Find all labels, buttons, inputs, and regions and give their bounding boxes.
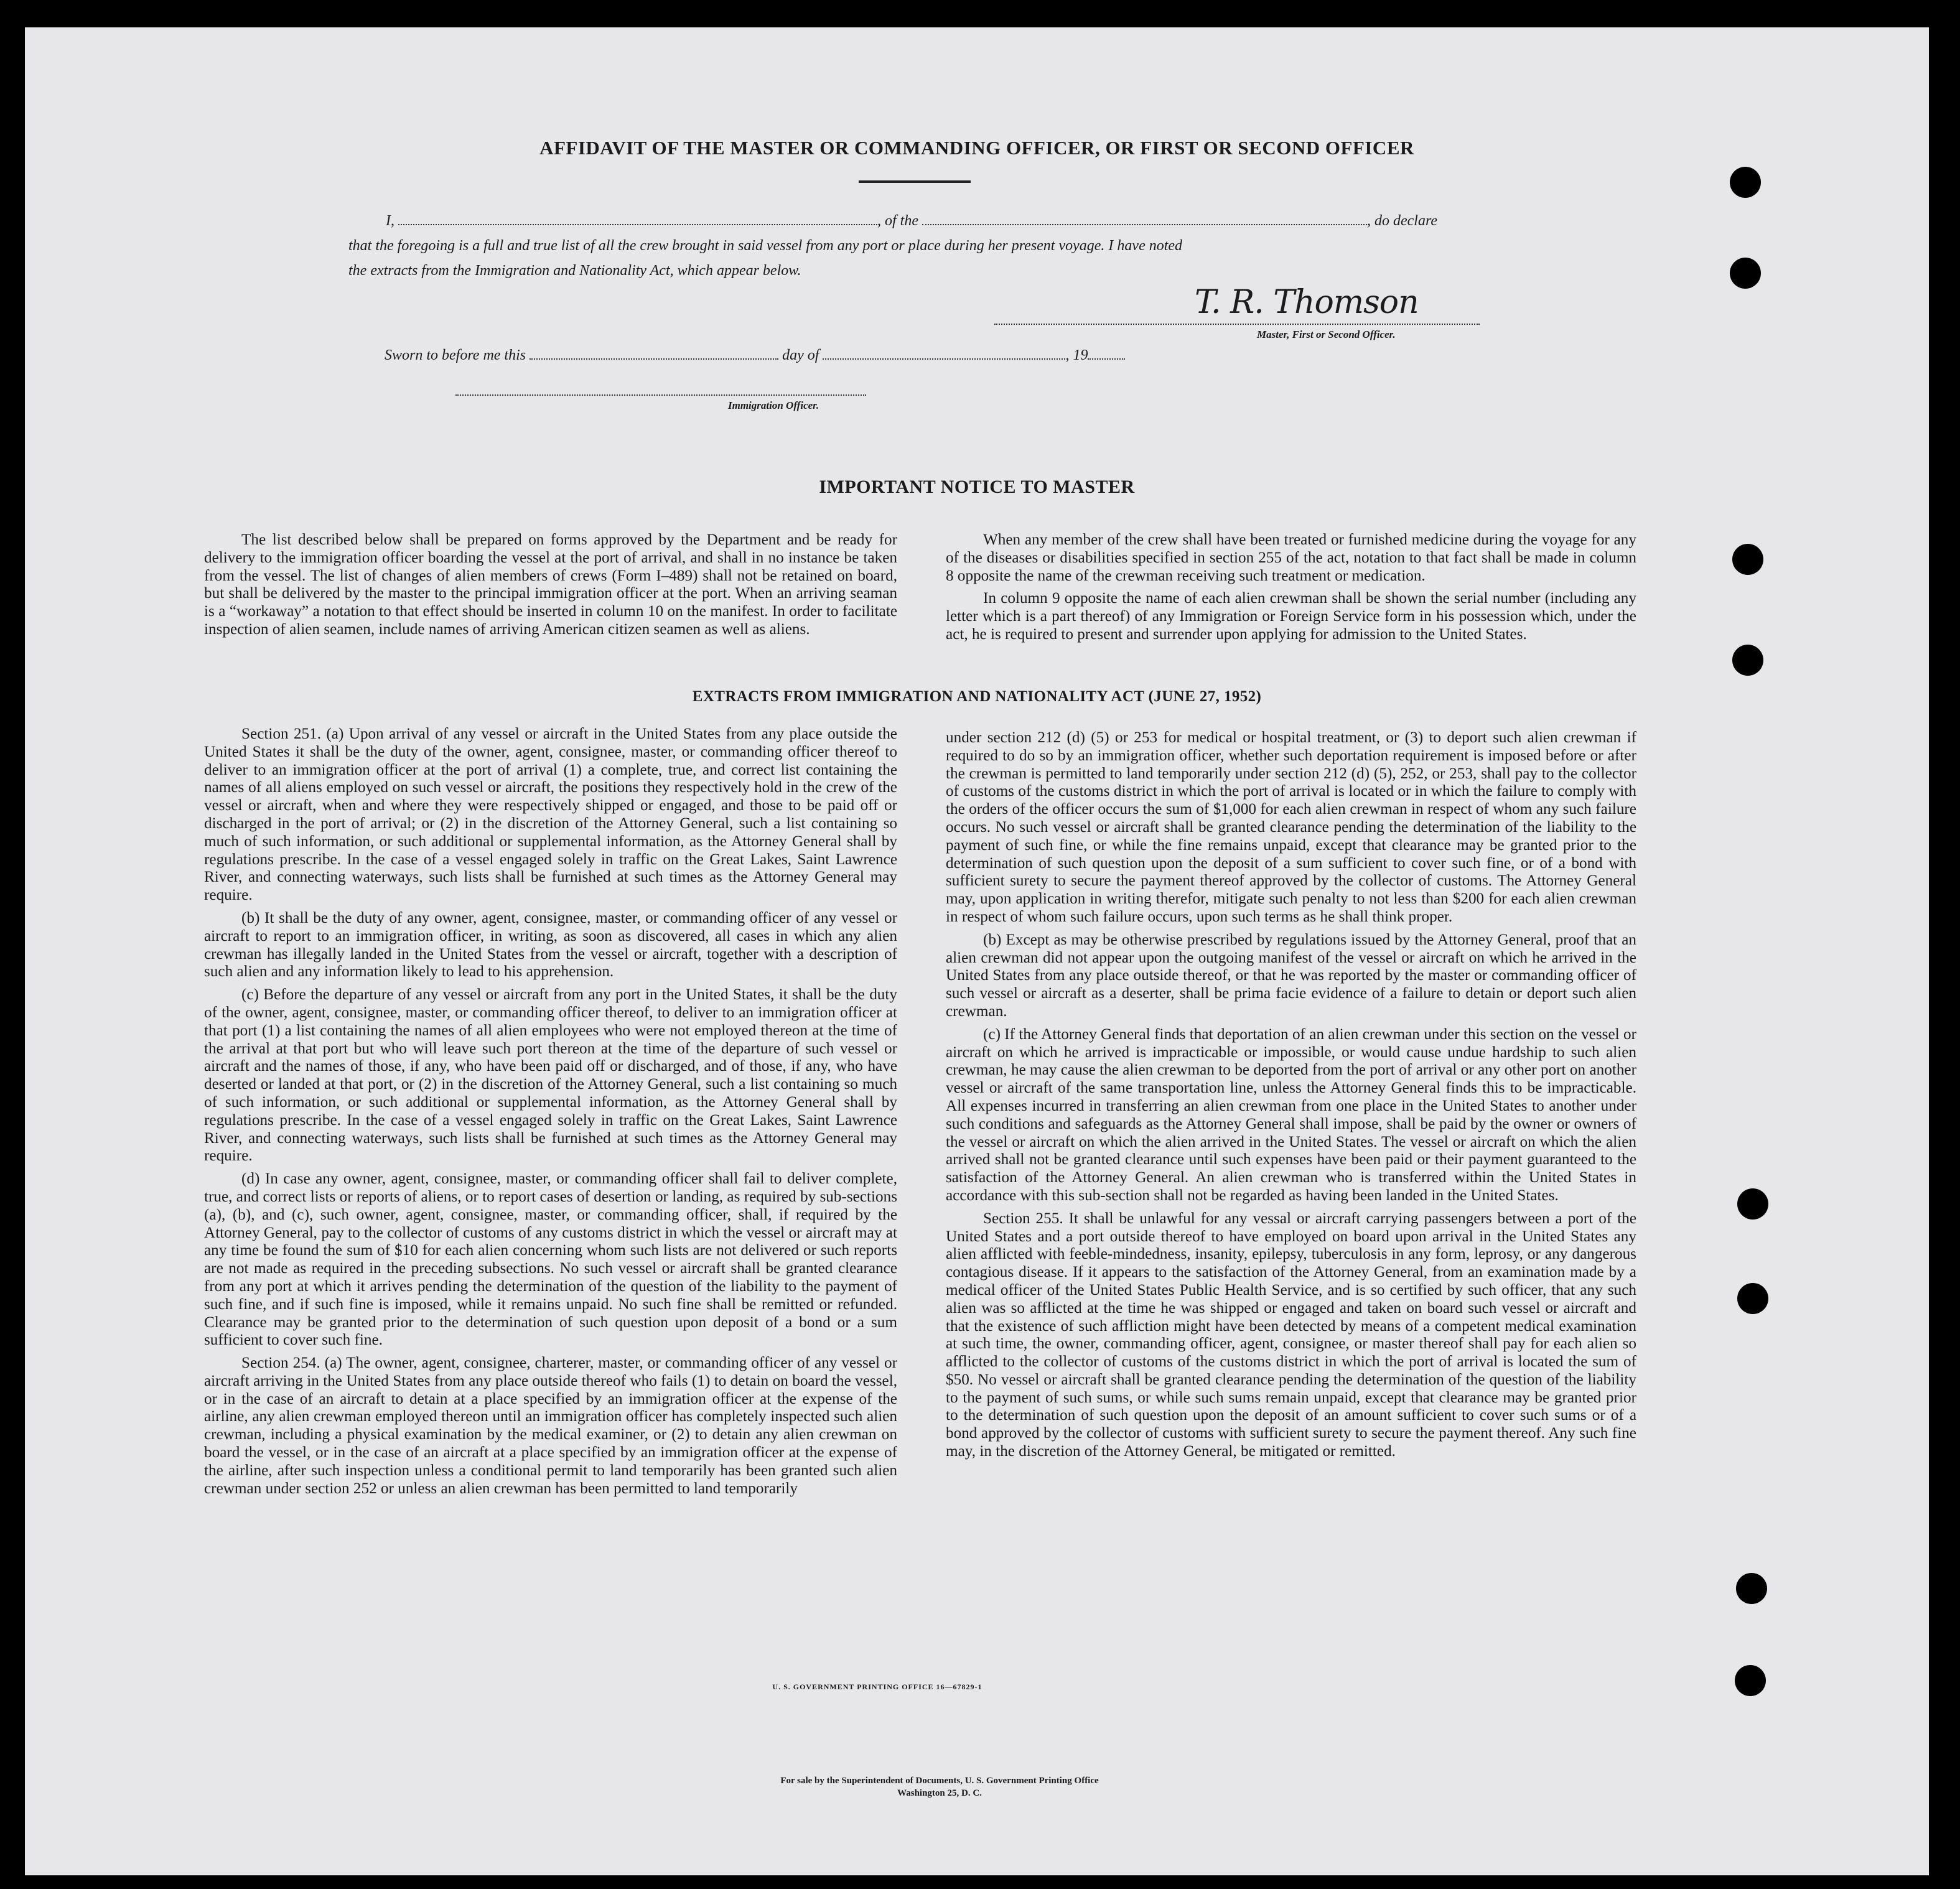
punch-hole — [1737, 1188, 1768, 1220]
extracts-left-column — [204, 725, 897, 1503]
notice-left-text: The list described below shall be prepared on forms approved by the Department and be ready for delivery to the immigration officer boarding the vessel at the port of arrival, and shall in no instance be taken from the vessel. The list of changes of alien members of crews (Form I–489) shall not be retained on board, but shall be delivered by the master to the principal immigration officer at the port. When an arriving seaman is a “workaway” a notation to that effect should be inserted in column 10 on the manifest. In order to facilitate inspection of alien seamen, include names of arriving American citizen seamen as well as aliens. — [204, 531, 897, 638]
extract-paragraph: Section 254. (a) The owner, agent, consignee, charterer, master, or commanding officer of any vessel or aircraft arriving in the United States from any place outside thereof who fails (1) to detain on board the vessel, or in the case of an aircraft to detain at a place specified by an immigration officer at the expense of the airline, any alien crewman employed thereon until an immigration officer has completely inspected such alien crewman, including a physical examination by the medical examiner, or (2) to detain any alien crewman on board the vessel, or in the case of an aircraft at a place specified by an immigration officer at the expense of the airline, after such inspection unless a conditional permit to land temporarily has been granted such alien crewman under section 252 or unless an alien crewman has been permitted to land temporarily — [204, 1355, 897, 1497]
punch-hole — [1730, 258, 1761, 289]
master-signature: T. R. Thomson — [1195, 284, 1419, 321]
year-blank[interactable] — [1088, 346, 1125, 360]
punch-hole — [1736, 1573, 1767, 1604]
affidavit-line-3: the extracts from the Immigration and Nationality Act, which appear below. — [348, 263, 801, 279]
punch-hole — [1732, 645, 1763, 676]
extract-paragraph: (c) Before the departure of any vessel or aircraft from any port in the United States, it shall be the duty of the owner, agent, consignee, master, or commanding officer thereof, to deliver to an immigration officer at that port (1) a list containing the names of all alien employees who were not employed thereon at the time of the arrival at that port but who will leave such port thereon at the time of the departure of such vessel or aircraft and the names of those, if any, who have been paid off or discharged, and of those, if any, who have deserted or landed at that port, or (2) in the discretion of the Attorney General, such a list containing so much of such information, or such additional or supplemental information, as the Attorney General shall by regulations prescribe. In the case of a vessel engaged solely in traffic on the Great Lakes, Saint Lawrence River, and connecting waterways, such lists shall be furnished at such times as the Attorney General may require. — [204, 986, 897, 1165]
sworn-label: Sworn to before me this — [385, 347, 526, 363]
officer-caption: Immigration Officer. — [728, 399, 819, 411]
notice-right-text-2: In column 9 opposite the name of each alien crewman shall be shown the serial number (including any letter which is a part thereof) of any Immigration or Foreign Service form in his possession which, under the act, he is required to present and surrender upon applying for admission to the United States. — [946, 590, 1636, 643]
sale-line-2: Washington 25, D. C. — [897, 1788, 982, 1798]
notice-right-column — [946, 531, 1636, 649]
affidavit-declare: , do declare — [1367, 213, 1438, 229]
master-caption: Master, First or Second Officer. — [1257, 329, 1396, 340]
extract-paragraph: Section 255. It shall be unlawful for any vessal or aircraft carrying passengers between a port of the United States and a port outside thereof to have employed on board upon arrival in the United States any alien afflicted with feeble-mindedness, insanity, epilepsy, tuberculosis in any form, leprosy, or any dangerous contagious disease. If it appears to the satisfaction of the Attorney General, from an examination made by a medical officer of the United States Public Health Service, and is so certified by such officer, that any such alien was so afflicted at the time he was shipped or engaged and taken on board such vessel or aircraft and that the existence of such affliction might have been detected by means of a competent medical examination at such time, the owner, commanding officer, agent, consignee, or master thereof shall pay for each alien so afflicted to the collector of customs of the customs district in which the port of arrival is located the sum of $50. No vessel or aircraft shall be granted clearance pending the determination of the question of the liability to the payment of such sums, or while such sums remain unpaid, except that clearance may be granted prior to the determination of such question upon the deposit of an amount sufficient to cover such sums or of a bond approved by the collector of customs with sufficient surety to secure the payment thereof. Any such fine may, in the discretion of the Attorney General, be mitigated or remitted. — [946, 1210, 1636, 1460]
affidavit-of-the: , of the — [877, 213, 918, 229]
sworn-line — [385, 346, 1125, 364]
month-blank[interactable] — [823, 346, 1065, 360]
extract-paragraph: (c) If the Attorney General finds that deportation of an alien crewman under this section on the vessel or aircraft on which he arrived is impracticable or impossible, or would cause undue hardship to such alien crewman, he may cause the alien crewman to be deported from the port of arrival or any other port on another vessel or aircraft of the same transportation line, unless the Attorney General finds this to be impracticable. All expenses incurred in transferring an alien crewman from one place in the United States to another under such conditions and safeguards as the Attorney General shall impose, shall be paid by the owner or owners of the vessel or aircraft on which the alien arrived in the United States. The vessel or aircraft on which the alien arrived shall not be granted clearance until such expenses have been paid or their payment guaranteed to the satisfaction of the Attorney General. An alien crewman who is transferred within the United States in accordance with this sub-section shall not be regarded as having been landed in the United States. — [946, 1025, 1636, 1204]
officer-signature-line[interactable] — [455, 394, 866, 396]
extract-paragraph: (d) In case any owner, agent, consignee, master, or commanding officer shall fail to deliver complete, true, and correct lists or reports of aliens, or to report cases of desertion or landing, as required by sub-sections (a), (b), and (c), such owner, agent, consignee, master, or commanding officer, shall, if required by the Attorney General, pay to the collector of customs of any customs district in which the vessel or aircraft may at any time be found the sum of $10 for each alien concerning whom such lists are not delivered or such reports are not made as required in the preceding subsections. No such vessel or aircraft shall be granted clearance from any port at which it arrives pending the determination of the question of the liability to the payment of such fine, and if such fine is imposed, while it remains unpaid. No such fine shall be remitted or refunded. Clearance may be granted prior to the determination of such question upon deposit of a bond or a sum sufficient to cover such fine. — [204, 1170, 897, 1349]
extract-paragraph: (b) Except as may be otherwise prescribed by regulations issued by the Attorney General, proof that an alien crewman did not appear upon the outgoing manifest of the vessel or aircraft on which he arrived in the United States from any place outside thereof, or that he was reported by the master or commanding officer of such vessel or aircraft as a deserter, shall be prima facie evidence of a failure to detain or deport such alien crewman. — [946, 931, 1636, 1020]
document-page — [25, 27, 1929, 1875]
title-rule — [859, 180, 971, 183]
extract-paragraph: (b) It shall be the duty of any owner, agent, consignee, master, or commanding officer of any vessel or aircraft to report to an immigration officer, in writing, as soon as discovered, all cases in which any alien crewman has illegally landed in the United States from the vessel or aircraft, together with a description of such alien and any information likely to lead to his apprehension. — [204, 909, 897, 981]
vessel-blank[interactable] — [922, 212, 1367, 225]
name-blank[interactable] — [398, 212, 877, 225]
affidavit-i: I, — [386, 213, 394, 229]
extract-paragraph: under section 212 (d) (5) or 253 for medical or hospital treatment, or (3) to deport such alien crewman if required to do so by an immigration officer, whether such deportation requirement is imposed before or after the crewman is permitted to land temporarily under section 212 (d) (5), 252, or 253, shall pay to the collector of customs of the customs district in which the port of arrival is located or in which the failure to comply with the orders of the officer occurs the sum of $1,000 for each alien crewman in respect of whom any such failure occurs. No such vessel or aircraft shall be granted clearance pending the determination of the liability to the payment of such fine, or while the fine remains unpaid, except that clearance may be granted prior to the determination of such question upon the deposit of a sum sufficient to cover such fine, or of a bond with sufficient surety to secure the payment thereof approved by the collector of customs. The Attorney General may, upon application in writing therefor, mitigate such penalty to not less than $200 for each alien crewman in respect of whom such failure occurs, upon such terms as he shall think proper. — [946, 729, 1636, 925]
extract-paragraph: Section 251. (a) Upon arrival of any vessel or aircraft in the United States from any place outside the United States it shall be the duty of the owner, agent, consignee, master, or commanding officer thereof to deliver to an immigration officer at the port of arrival (1) a complete, true, and correct list containing the names of all aliens employed on such vessel or aircraft, the positions they respectively hold in the crew of the vessel or aircraft, when and where they were respectively shipped or engaged, and those to be paid off or discharged in the port of arrival; or (2) in the discretion of the Attorney General, such a list containing so much of such information, or such additional or supplemental information, as the Attorney General shall by regulations prescribe. In the case of a vessel engaged solely in traffic on the Great Lakes, Saint Lawrence River, and connecting waterways, such lists shall be furnished at such times as the Attorney General may require. — [204, 725, 897, 904]
affidavit-title: AFFIDAVIT OF THE MASTER OR COMMANDING OFFICER, OR FIRST OR SECOND OFFICER — [539, 137, 1414, 159]
signature-line — [994, 324, 1480, 325]
affidavit-line-2: that the foregoing is a full and true list of all the crew brought in said vessel from any port or place during her present voyage. I have noted — [348, 238, 1183, 254]
notice-title: IMPORTANT NOTICE TO MASTER — [819, 477, 1135, 497]
notice-right-text-1: When any member of the crew shall have been treated or furnished medicine during the voyage for any of the diseases or disabilities specified in section 255 of the act, notation to that fact shall be made in column 8 opposite the name of the crewman receiving such treatment or medication. — [946, 531, 1636, 584]
extracts-title: EXTRACTS FROM IMMIGRATION AND NATIONALITY ACT (JUNE 27, 1952) — [692, 688, 1262, 705]
punch-hole — [1732, 544, 1763, 575]
extracts-right-column — [946, 729, 1636, 1466]
gpo-imprint: U. S. GOVERNMENT PRINTING OFFICE 16—67829-1 — [772, 1682, 982, 1691]
sale-line-1: For sale by the Superintendent of Documents, U. S. Government Printing Office — [780, 1776, 1099, 1786]
punch-hole — [1737, 1283, 1768, 1314]
affidavit-line-1 — [386, 212, 1512, 230]
notice-left-column — [204, 531, 897, 644]
punch-hole — [1730, 167, 1761, 198]
punch-hole — [1735, 1665, 1766, 1696]
day-of-label: day of — [782, 347, 819, 363]
year-label: , 19 — [1065, 347, 1088, 363]
sworn-date-blank[interactable] — [530, 346, 778, 360]
